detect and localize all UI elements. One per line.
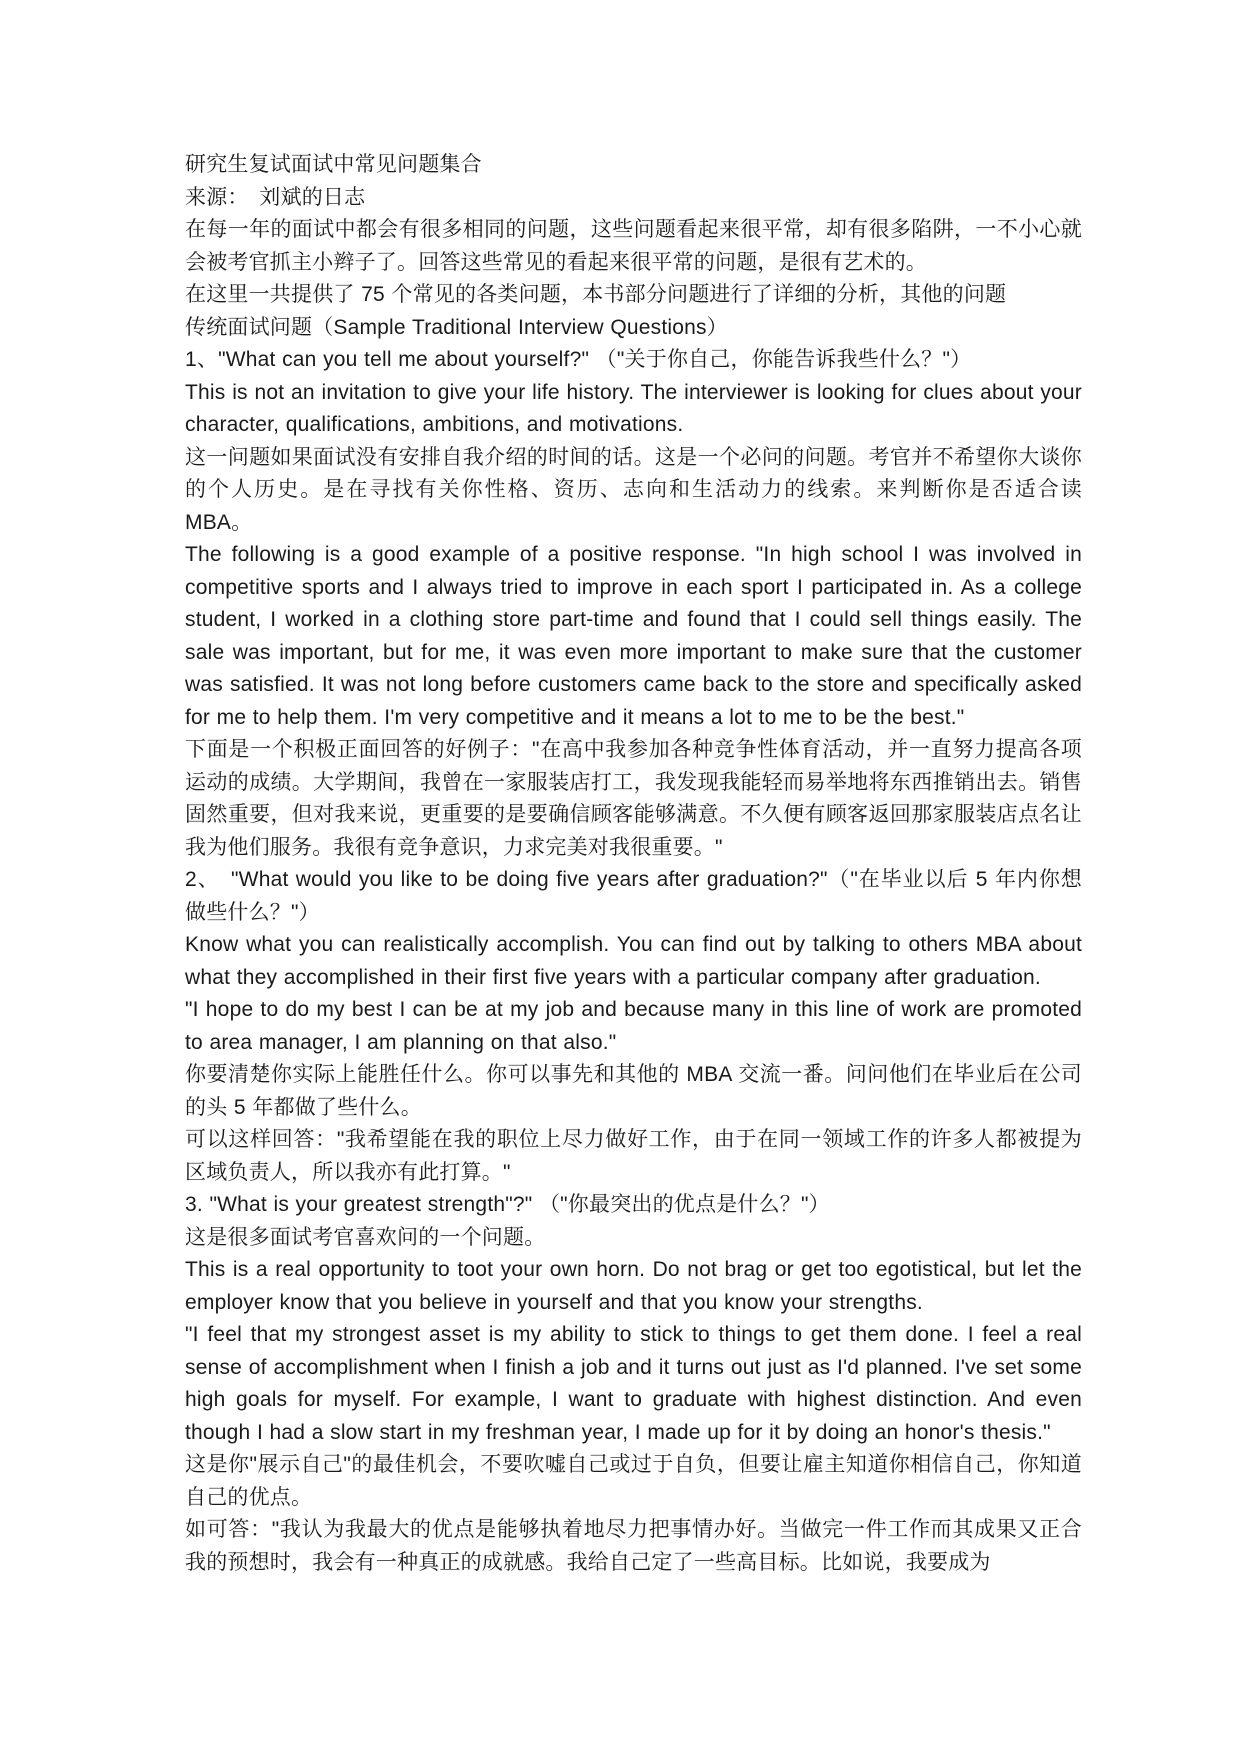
question-1-chinese-note: 这一问题如果面试没有安排自我介绍的时间的话。这是一个必问的问题。考官并不希望你大谈你的个人历史。是在寻找有关你性格、资历、志向和生活动力的线索。来判断你是否适合读 MBA。 [185, 445, 1082, 534]
paragraph-overview: 在这里一共提供了 75 个常见的各类问题，本书部分问题进行了详细的分析，其他的问题 [185, 283, 1007, 306]
question-2-chinese-example: 可以这样回答："我希望能在我的职位上尽力做好工作，由于在同一领域工作的许多人都被提为区域负责人，所以我亦有此打算。" [185, 1128, 1082, 1184]
question-1-english-note: This is not an invitation to give your life history. The interviewer is looking for clues about your character, qualifications, ambitions, and motivations. [185, 380, 1082, 436]
paragraph-intro: 在每一年的面试中都会有很多相同的问题，这些问题看起来很平常，却有很多陷阱，一不小心就会被考官抓主小辫子了。回答这些常见的看起来很平常的问题，是很有艺术的。 [185, 218, 1082, 274]
doc-title: 研究生复试面试中常见问题集合 [185, 153, 482, 176]
question-3-english-example: "I feel that my strongest asset is my ability to stick to things to get them done. I feel a real sense of accomplishment when I finish a job and it turns out just as I'd planned. I've set some high goals for myself. For example, I want to graduate with highest distinction. And even though I had a slow start in my freshman year, I made up for it by doing an honor's thesis." [185, 1323, 1082, 1444]
question-1-heading: 1、"What can you tell me about yourself?" （"关于你自己，你能告诉我些什么？"） [185, 348, 972, 371]
question-1-chinese-example: 下面是一个积极正面回答的好例子："在高中我参加各种竞争性体育活动，并一直努力提高各项运动的成绩。大学期间，我曾在一家服装店打工，我发现我能轻而易举地将东西推销出去。销售固然重要，但对我来说，更重要的是要确信顾客能够满意。不久便有顾客返回那家服装店点名让我为他们服务。我很有竞争意识，力求完美对我很重要。" [185, 738, 1082, 859]
question-3-heading: 3. "What is your greatest strength"?" （"你最突出的优点是什么？"） [185, 1193, 830, 1216]
question-2-chinese-note: 你要清楚你实际上能胜任什么。你可以事先和其他的 MBA 交流一番。问问他们在毕业后在公司的头 5 年都做了些什么。 [185, 1063, 1082, 1119]
question-2-english-example: "I hope to do my best I can be at my job and because many in this line of work are promoted to area manager, I am planning on that also." [185, 998, 1082, 1054]
source-line: 来源： 刘斌的日志 [185, 185, 366, 209]
question-3-chinese-intro: 这是很多面试考官喜欢问的一个问题。 [185, 1225, 546, 1249]
document-content [185, 149, 1082, 1579]
question-3-english-note: This is a real opportunity to toot your own horn. Do not brag or get too egotistical, but let the employer know that you believe in yourself and that you know your strengths. [185, 1258, 1082, 1314]
question-3-chinese-note: 这是你"展示自己"的最佳机会，不要吹嘘自己或过于自负，但要让雇主知道你相信自己，你知道自己的优点。 [185, 1453, 1082, 1509]
question-2-english-note: Know what you can realistically accomplish. You can find out by talking to others MBA about what they accomplished in their first five years with a particular company after graduation. [185, 933, 1082, 989]
question-2-heading: 2、 "What would you like to be doing five years after graduation?"（"在毕业以后 5 年内你想做些什么？"） [185, 868, 1082, 924]
question-1-english-example: The following is a good example of a positive response. "In high school I was involved in competitive sports and I always tried to improve in each sport I participated in. As a college student, I worked in a clothing store part-time and found that I could sell things easily. The sale was important, but for me, it was even more important to make sure that the customer was satisfied. It was not long before customers came back to the store and specifically asked for me to help them. I'm very competitive and it means a lot to me to be the best." [185, 543, 1082, 729]
section-heading-traditional-questions: 传统面试问题（Sample Traditional Interview Questions） [185, 315, 728, 339]
question-3-chinese-example: 如可答："我认为我最大的优点是能够执着地尽力把事情办好。当做完一件工作而其成果又正合我的预想时，我会有一种真正的成就感。我给自己定了一些高目标。比如说，我要成为 [185, 1518, 1082, 1574]
